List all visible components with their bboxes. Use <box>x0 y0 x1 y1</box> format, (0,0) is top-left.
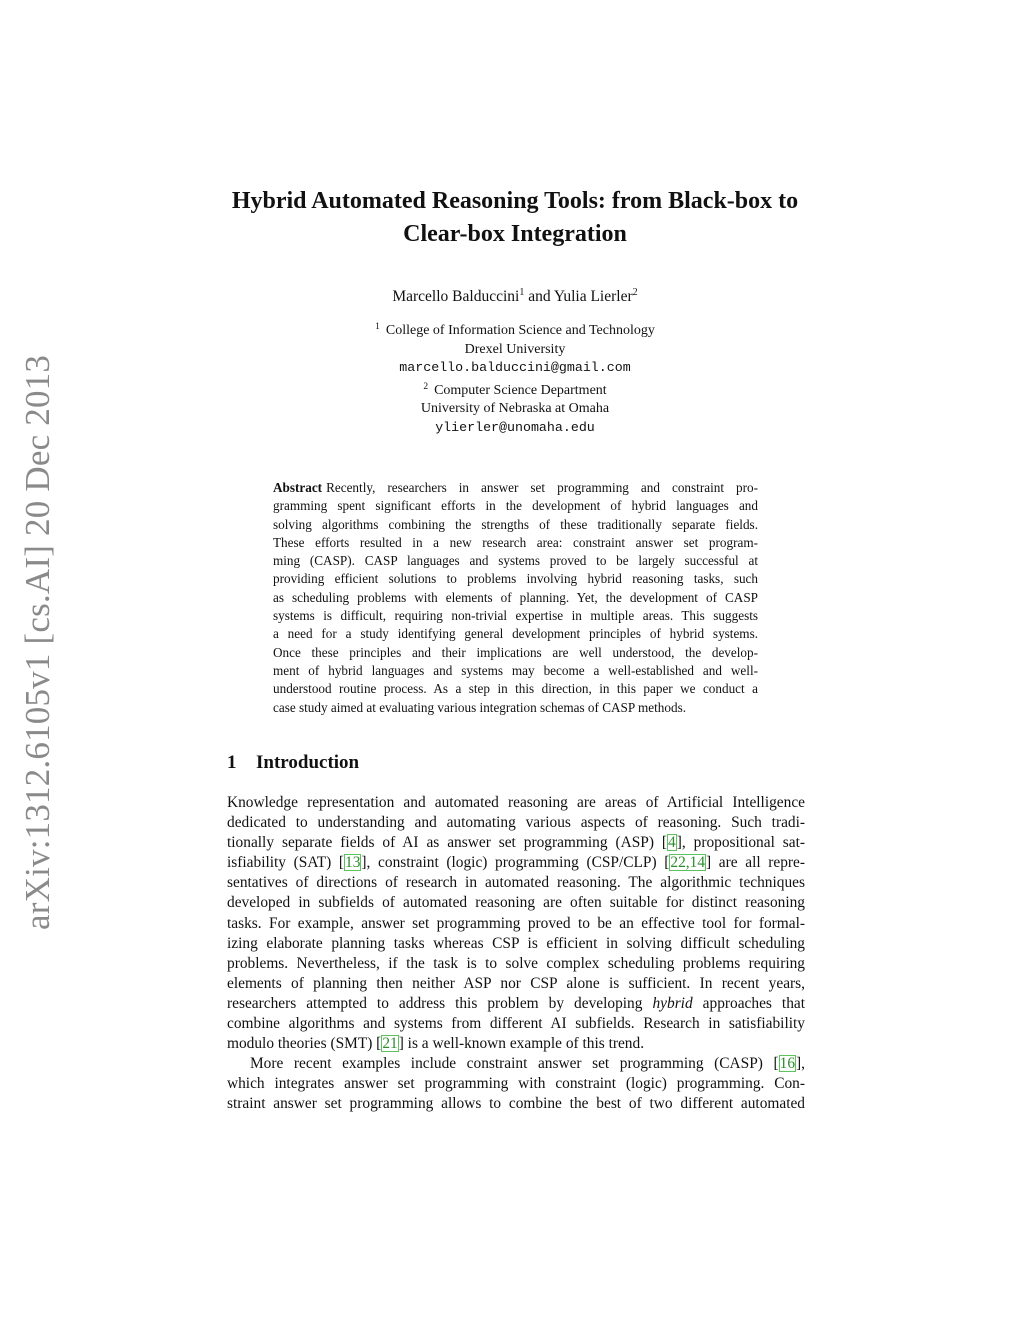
abstract-line <box>273 479 758 497</box>
body-line: which integrates answer set programming with constraint (logic) programming. Con- <box>227 1075 805 1093</box>
body-text-fragment: ], propositional sat- <box>676 834 805 852</box>
body-line <box>227 1034 805 1054</box>
body-line <box>227 833 805 853</box>
abstract-line: case study aimed at evaluating various integration schemas of CASP methods. <box>273 699 686 715</box>
section-heading <box>227 750 359 776</box>
citation-link[interactable]: 16 <box>779 1055 796 1073</box>
body-line: tasks. For example, answer set programming proved to be an effective tool for formal- <box>227 914 805 932</box>
abstract-line: These efforts resulted in a new research area: constraint answer set program- <box>273 534 758 550</box>
body-text-fragment: ] are all repre- <box>706 854 805 872</box>
body-line: izing elaborate planning tasks whereas CSP is efficient in solving difficult scheduling <box>227 934 805 952</box>
author-email[interactable]: ylierler@unomaha.edu <box>435 419 595 435</box>
paper-title <box>200 185 830 251</box>
affiliation-institution: Drexel University <box>464 341 566 357</box>
abstract-line: systems is difficult, requiring non-trivial expertise in multiple areas. This suggests <box>273 608 758 624</box>
body-line: elements of planning then neither ASP nor CSP alone is sufficient. In recent years, <box>227 974 805 992</box>
section-number: 1 <box>227 752 237 773</box>
abstract-line: Once these principles and their implications are well understood, the develop- <box>273 644 758 660</box>
abstract-line: a need for a study identifying general development principles of hybrid systems. <box>273 626 758 642</box>
abstract-line-text: Recently, researchers in answer set programming and constraint pro- <box>326 480 758 495</box>
affiliation-mark: 2 <box>423 381 429 392</box>
body-text-fragment: isfiability (SAT) [ <box>227 854 345 872</box>
author-affiliation-mark: 2 <box>632 287 638 298</box>
citation-link[interactable]: 22,14 <box>670 854 706 872</box>
body-text-fragment: approaches that <box>692 994 805 1012</box>
affiliation-department <box>200 378 830 401</box>
author-list <box>200 283 830 307</box>
body-text-fragment: More recent examples include constraint answer set programming (CASP) [ <box>250 1055 779 1073</box>
body-line <box>227 994 805 1014</box>
body-text-fragment: researchers attempted to address this problem by developing <box>227 994 653 1012</box>
section-title: Introduction <box>256 752 360 773</box>
paper-title-line-2: Clear-box Integration <box>403 221 627 247</box>
author-email[interactable]: marcello.balduccini@gmail.com <box>399 360 631 375</box>
abstract <box>273 479 758 717</box>
author-name: Yulia Lierler <box>553 288 633 305</box>
abstract-label: Abstract <box>273 480 323 495</box>
abstract-line: ment of hybrid languages and systems may become a well-established and well- <box>273 662 758 678</box>
abstract-line: providing efficient solutions to problems involving hybrid reasoning tasks, such <box>273 571 758 587</box>
affiliation-department-text: Computer Science Department <box>434 382 607 398</box>
citation-link[interactable]: 4 <box>668 834 676 852</box>
author-affiliation-mark: 1 <box>519 287 525 298</box>
emphasized-term: hybrid <box>652 994 693 1012</box>
abstract-line: gramming spent significant efforts in the development of hybrid languages and <box>273 498 758 514</box>
author-conjunction: and <box>524 288 554 305</box>
body-text-fragment: ], <box>796 1055 805 1073</box>
body-line <box>227 1054 805 1074</box>
body-line: sentatives of directions of research in automated reasoning. The algorithmic techniques <box>227 874 805 892</box>
affiliation-mark: 1 <box>375 322 380 332</box>
affiliation-department-text: College of Information Science and Technology <box>385 323 655 338</box>
paper-title-line-1: Hybrid Automated Reasoning Tools: from Black-box to <box>231 188 799 214</box>
affiliation-institution: University of Nebraska at Omaha <box>420 401 610 416</box>
citation-link[interactable]: 21 <box>382 1035 398 1053</box>
introduction-body <box>227 793 805 1115</box>
abstract-line: solving algorithms combining the strengths of these traditionally separate fields. <box>273 516 758 532</box>
body-line: straint answer set programming allows to combine the best of two different automated <box>227 1095 805 1113</box>
citation-link[interactable]: 13 <box>345 854 361 872</box>
abstract-line: understood routine process. As a step in this direction, in this paper we conduct a <box>273 681 758 697</box>
abstract-line: as scheduling problems with elements of planning. Yet, the development of CASP <box>273 589 758 605</box>
body-line: combine algorithms and systems from different AI subfields. Research in satisfiability <box>227 1015 805 1033</box>
affiliation-department <box>200 318 830 341</box>
arxiv-identifier-stamp: arXiv:1312.6105v1 [cs.AI] 20 Dec 2013 <box>18 354 57 930</box>
body-text-fragment: tionally separate fields of AI as answer set programming (ASP) [ <box>227 834 668 852</box>
body-line: dedicated to understanding and automating various aspects of reasoning. Such tradi- <box>227 814 805 832</box>
body-text-fragment: modulo theories (SMT) [ <box>227 1035 382 1053</box>
body-text-fragment: ] is a well-known example of this trend. <box>398 1035 645 1053</box>
abstract-line: ming (CASP). CASP languages and systems proved to be largely successful at <box>273 553 758 569</box>
affiliations-block <box>200 318 830 437</box>
author-name: Marcello Balduccini <box>392 288 520 305</box>
body-line: problems. Nevertheless, if the task is to solve complex scheduling problems requiring <box>227 954 805 972</box>
body-line <box>227 853 805 873</box>
body-line: Knowledge representation and automated reasoning are areas of Artificial Intelligence <box>227 794 805 811</box>
body-line: developed in subfields of automated reasoning are often suitable for distinct reasoning <box>227 894 805 912</box>
body-text-fragment: ], constraint (logic) programming (CSP/CLP) [ <box>361 854 670 872</box>
